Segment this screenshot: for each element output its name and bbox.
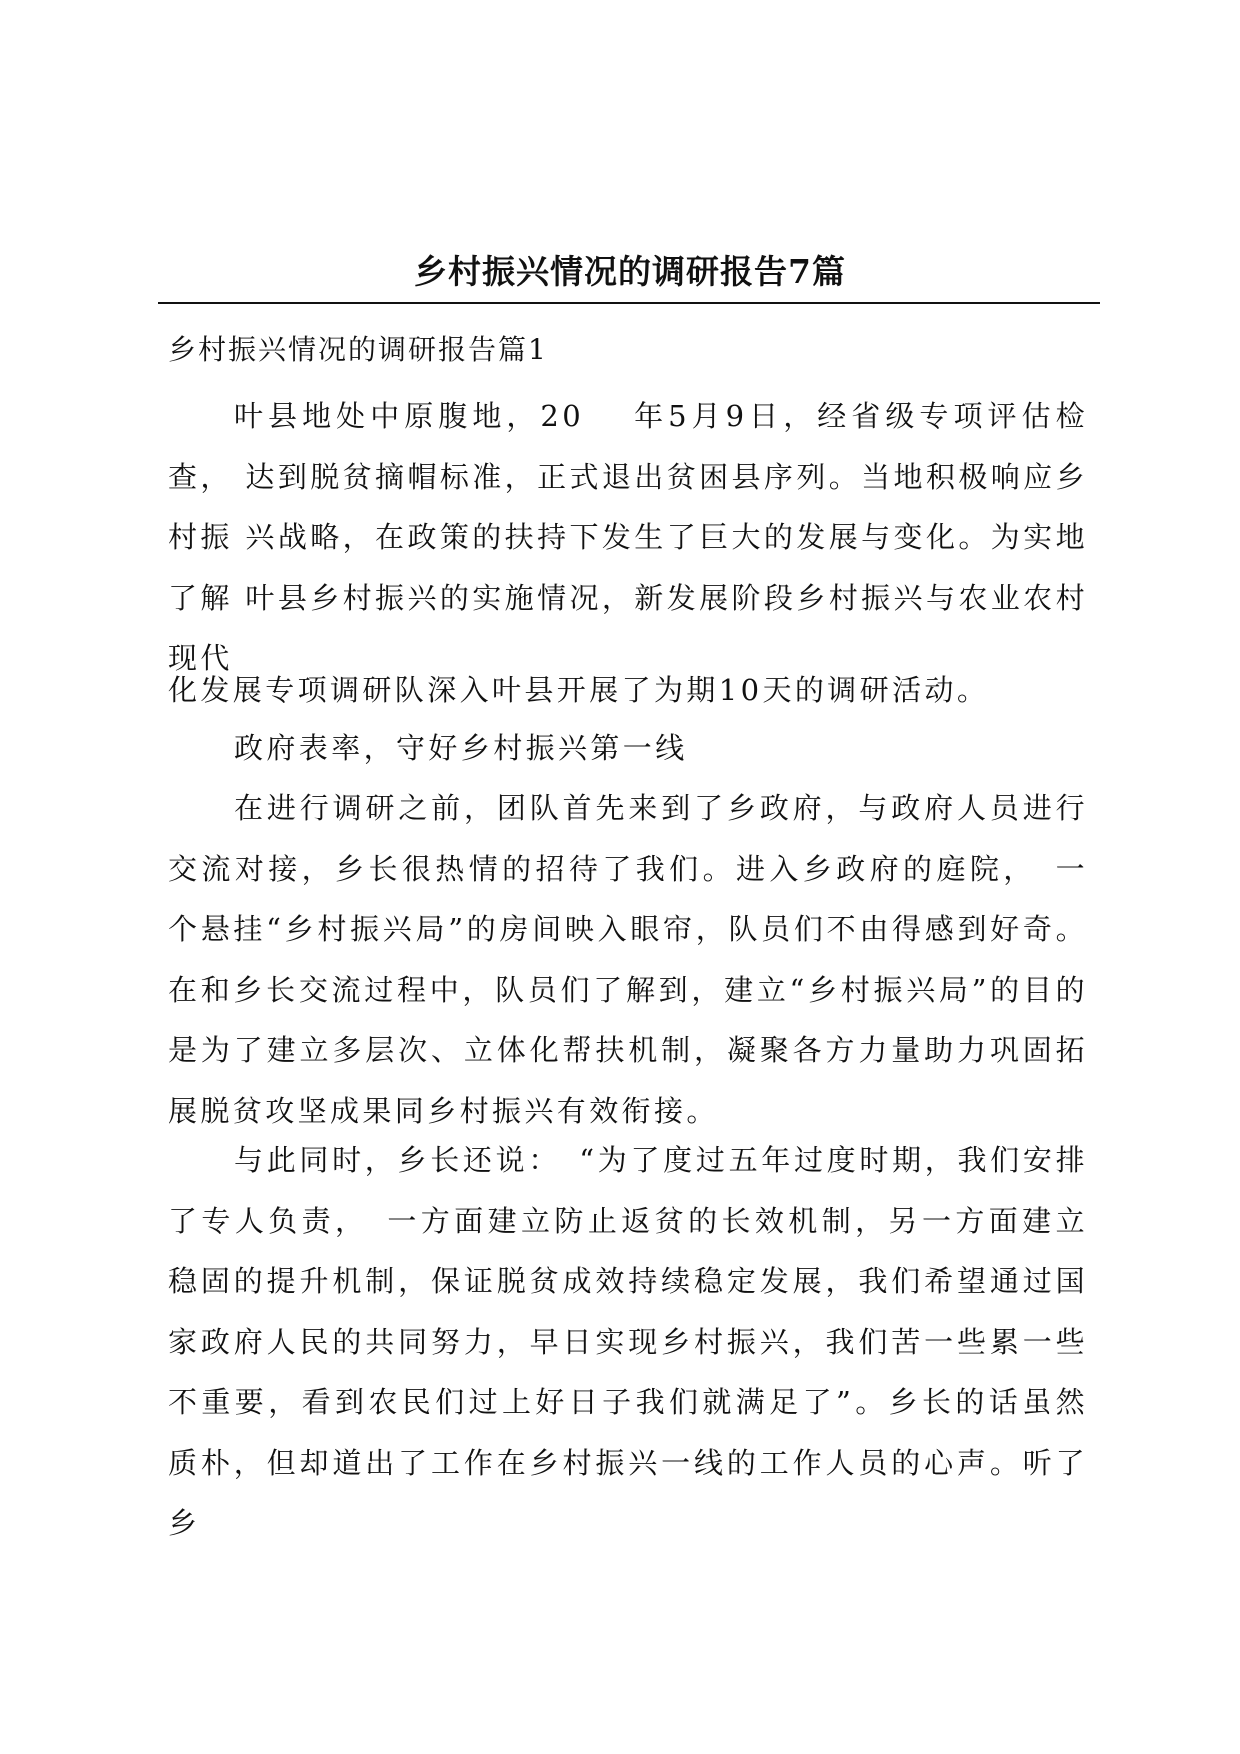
- paragraph-1-continuation: 化发展专项调研队深入叶县开展了为期10天的调研活动。: [168, 673, 990, 707]
- title-divider: [158, 302, 1100, 304]
- paragraph-1: 叶县地处中原腹地，20 年5月9日，经省级专项评估检查， 达到脱贫摘帽标准，正式退出贫困县序列。当地积极响应乡村振 兴战略，在政策的扶持下发生了巨大的发展与变化。为实地了解 叶县乡村振兴的实施情况，新发展阶段乡村振兴与农业农村现代: [168, 399, 1088, 675]
- paragraph-2: 在进行调研之前，团队首先来到了乡政府，与政府人员进行交流对接，乡长很热情的招待了我们。进入乡政府的庭院， 一个悬挂“乡村振兴局”的房间映入眼帘，队员们不由得感到好奇。在和乡长交流过程中，队员们了解到，建立“乡村振兴局”的目的是为了建立多层次、立体化帮扶机制，凝聚各方力量助力巩固拓展脱贫攻坚成果同乡村振兴有效衔接。: [168, 791, 1088, 1128]
- section-heading-1: 政府表率，守好乡村振兴第一线: [234, 731, 688, 765]
- document-title: 乡村振兴情况的调研报告7篇: [414, 252, 846, 291]
- section-title: 乡村振兴情况的调研报告篇1: [168, 333, 548, 366]
- paragraph-3: 与此同时，乡长还说： “为了度过五年过度时期，我们安排了专人负责， 一方面建立防止返贫的长效机制，另一方面建立稳固的提升机制，保证脱贫成效持续稳定发展，我们希望通过国家政府人民的共同努力，早日实现乡村振兴，我们苦一些累一些不重要，看到农民们过上好日子我们就满足了”。乡长的话虽然质朴，但却道出了工作在乡村振兴一线的工作人员的心声。听了乡: [168, 1143, 1088, 1540]
